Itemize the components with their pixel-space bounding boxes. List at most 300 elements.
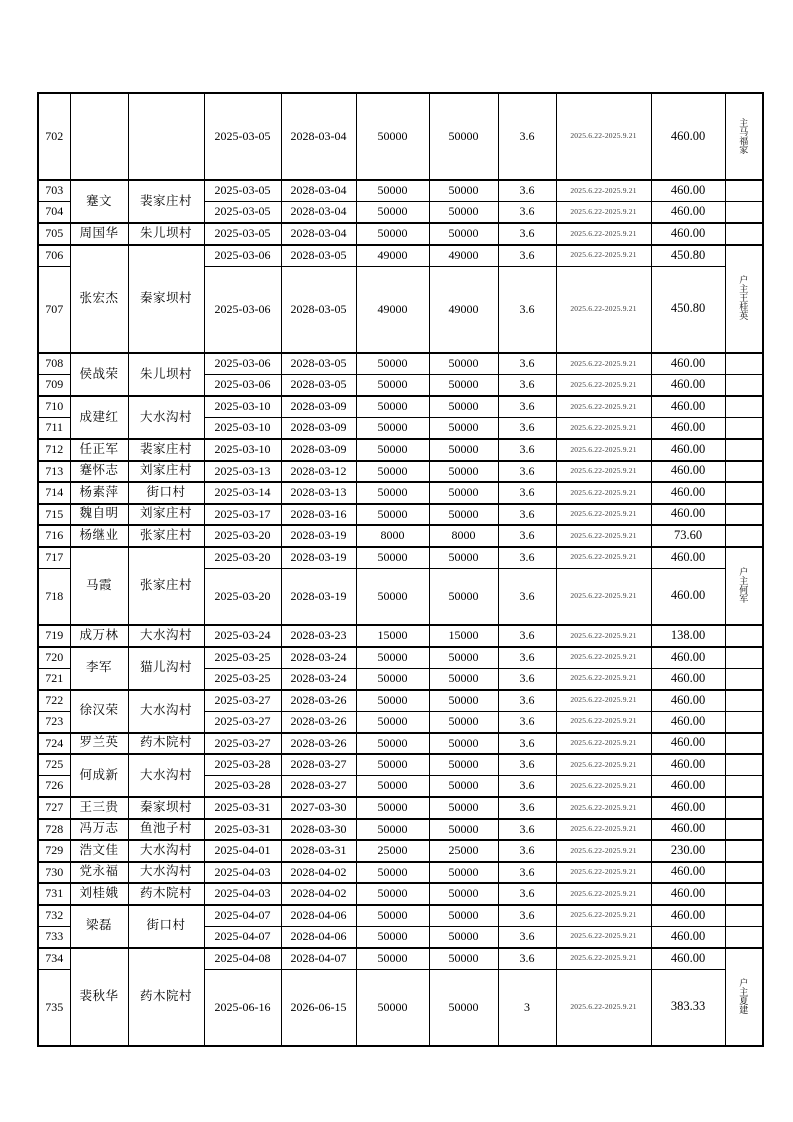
table-row xyxy=(38,819,763,841)
cell-end-date: 2028-03-13 xyxy=(281,482,356,504)
cell-interest-period: 2025.6.22-2025.9.21 xyxy=(556,202,651,224)
cell-interest-amount: 450.80 xyxy=(651,245,725,267)
cell-borrower-name: 成万林 xyxy=(70,625,128,647)
cell-start-date: 2025-03-10 xyxy=(204,418,281,440)
cell-end-date: 2028-03-04 xyxy=(281,202,356,224)
cell-interest-rate: 3.6 xyxy=(498,180,556,202)
cell-interest-period: 2025.6.22-2025.9.21 xyxy=(556,647,651,669)
cell-interest-period: 2025.6.22-2025.9.21 xyxy=(556,375,651,397)
cell-amount-2: 50000 xyxy=(429,754,498,776)
table-row xyxy=(38,93,763,180)
cell-amount-2: 8000 xyxy=(429,525,498,547)
cell-amount: 15000 xyxy=(356,625,429,647)
cell-start-date: 2025-04-08 xyxy=(204,948,281,970)
table-row xyxy=(38,647,763,669)
table-row xyxy=(38,797,763,819)
cell-village-name: 裴家庄村 xyxy=(128,439,204,461)
cell-seq-number: 733 xyxy=(38,926,70,948)
cell-interest-amount: 460.00 xyxy=(651,504,725,526)
cell-start-date: 2025-03-25 xyxy=(204,647,281,669)
cell-start-date: 2025-03-28 xyxy=(204,754,281,776)
table-row xyxy=(38,690,763,712)
cell-interest-rate: 3.6 xyxy=(498,353,556,375)
cell-seq-number: 717 xyxy=(38,547,70,569)
cell-village-name: 街口村 xyxy=(128,905,204,948)
cell-amount-2: 50000 xyxy=(429,668,498,690)
cell-seq-number: 706 xyxy=(38,245,70,267)
cell-village-name: 药木院村 xyxy=(128,733,204,755)
cell-interest-amount: 460.00 xyxy=(651,733,725,755)
cell-start-date: 2025-03-24 xyxy=(204,625,281,647)
cell-borrower-name: 党永福 xyxy=(70,862,128,884)
table-row xyxy=(38,180,763,202)
cell-borrower-name: 魏自明 xyxy=(70,504,128,526)
cell-amount: 50000 xyxy=(356,396,429,418)
cell-remark xyxy=(725,245,763,354)
cell-interest-amount: 460.00 xyxy=(651,482,725,504)
cell-interest-period: 2025.6.22-2025.9.21 xyxy=(556,547,651,569)
remark-vertical-text: 主 马 福 家 xyxy=(739,117,749,155)
cell-interest-amount: 460.00 xyxy=(651,396,725,418)
cell-village-name: 大水沟村 xyxy=(128,625,204,647)
table-row xyxy=(38,754,763,776)
cell-remark xyxy=(725,547,763,626)
remark-vertical-text: 户 主 何 军 xyxy=(739,566,749,604)
cell-start-date: 2025-03-17 xyxy=(204,504,281,526)
cell-interest-period: 2025.6.22-2025.9.21 xyxy=(556,461,651,483)
cell-interest-amount: 460.00 xyxy=(651,461,725,483)
cell-interest-rate: 3.6 xyxy=(498,547,556,569)
cell-amount: 50000 xyxy=(356,711,429,733)
cell-interest-amount: 460.00 xyxy=(651,905,725,927)
cell-start-date: 2025-03-13 xyxy=(204,461,281,483)
cell-interest-rate: 3.6 xyxy=(498,396,556,418)
cell-interest-amount: 460.00 xyxy=(651,418,725,440)
cell-amount: 50000 xyxy=(356,418,429,440)
cell-seq-number: 702 xyxy=(38,93,70,180)
cell-seq-number: 734 xyxy=(38,948,70,970)
cell-amount: 50000 xyxy=(356,948,429,970)
cell-amount: 50000 xyxy=(356,180,429,202)
cell-amount-2: 50000 xyxy=(429,396,498,418)
cell-seq-number: 727 xyxy=(38,797,70,819)
table-row xyxy=(38,525,763,547)
cell-end-date: 2028-04-07 xyxy=(281,948,356,970)
cell-interest-amount: 460.00 xyxy=(651,647,725,669)
cell-interest-period: 2025.6.22-2025.9.21 xyxy=(556,568,651,625)
cell-end-date: 2028-03-26 xyxy=(281,690,356,712)
table-row xyxy=(38,862,763,884)
cell-village-name: 大水沟村 xyxy=(128,840,204,862)
cell-interest-rate: 3.6 xyxy=(498,905,556,927)
cell-start-date: 2025-03-25 xyxy=(204,668,281,690)
cell-interest-amount: 460.00 xyxy=(651,353,725,375)
cell-start-date: 2025-03-10 xyxy=(204,439,281,461)
cell-borrower-name: 张宏杰 xyxy=(70,245,128,354)
cell-amount-2: 50000 xyxy=(429,647,498,669)
cell-interest-rate: 3.6 xyxy=(498,862,556,884)
cell-interest-rate: 3.6 xyxy=(498,482,556,504)
cell-interest-rate: 3.6 xyxy=(498,223,556,245)
cell-start-date: 2025-04-03 xyxy=(204,862,281,884)
cell-end-date: 2028-03-26 xyxy=(281,711,356,733)
cell-interest-period: 2025.6.22-2025.9.21 xyxy=(556,625,651,647)
cell-interest-period: 2025.6.22-2025.9.21 xyxy=(556,93,651,180)
cell-remark xyxy=(725,504,763,526)
cell-remark xyxy=(725,93,763,180)
cell-amount: 50000 xyxy=(356,93,429,180)
cell-interest-rate: 3.6 xyxy=(498,754,556,776)
cell-interest-period: 2025.6.22-2025.9.21 xyxy=(556,862,651,884)
cell-end-date: 2028-03-24 xyxy=(281,647,356,669)
cell-village-name: 大水沟村 xyxy=(128,690,204,733)
cell-seq-number: 720 xyxy=(38,647,70,669)
cell-remark xyxy=(725,396,763,418)
cell-borrower-name: 任正军 xyxy=(70,439,128,461)
cell-amount: 50000 xyxy=(356,819,429,841)
cell-remark xyxy=(725,625,763,647)
cell-interest-rate: 3.6 xyxy=(498,504,556,526)
cell-amount-2: 50000 xyxy=(429,353,498,375)
cell-interest-period: 2025.6.22-2025.9.21 xyxy=(556,819,651,841)
cell-end-date: 2028-04-02 xyxy=(281,883,356,905)
cell-amount-2: 15000 xyxy=(429,625,498,647)
table-row xyxy=(38,733,763,755)
cell-amount: 50000 xyxy=(356,375,429,397)
cell-start-date: 2025-04-07 xyxy=(204,905,281,927)
cell-amount-2: 50000 xyxy=(429,969,498,1046)
cell-village-name: 药木院村 xyxy=(128,948,204,1047)
cell-amount-2: 50000 xyxy=(429,482,498,504)
cell-seq-number: 712 xyxy=(38,439,70,461)
cell-interest-period: 2025.6.22-2025.9.21 xyxy=(556,439,651,461)
cell-start-date: 2025-04-03 xyxy=(204,883,281,905)
cell-interest-rate: 3.6 xyxy=(498,690,556,712)
cell-start-date: 2025-03-31 xyxy=(204,797,281,819)
cell-village-name: 大水沟村 xyxy=(128,754,204,797)
loan-record-table xyxy=(37,92,764,1047)
cell-interest-rate: 3.6 xyxy=(498,266,556,353)
cell-amount: 50000 xyxy=(356,482,429,504)
cell-amount: 49000 xyxy=(356,245,429,267)
cell-seq-number: 713 xyxy=(38,461,70,483)
cell-end-date: 2028-03-05 xyxy=(281,353,356,375)
cell-seq-number: 708 xyxy=(38,353,70,375)
cell-borrower-name: 何成新 xyxy=(70,754,128,797)
cell-interest-amount: 460.00 xyxy=(651,754,725,776)
cell-end-date: 2028-03-04 xyxy=(281,223,356,245)
cell-seq-number: 710 xyxy=(38,396,70,418)
cell-interest-period: 2025.6.22-2025.9.21 xyxy=(556,223,651,245)
cell-amount-2: 49000 xyxy=(429,245,498,267)
cell-interest-amount: 460.00 xyxy=(651,547,725,569)
table-row xyxy=(38,353,763,375)
cell-remark xyxy=(725,668,763,690)
cell-end-date: 2028-03-04 xyxy=(281,180,356,202)
cell-end-date: 2028-03-09 xyxy=(281,396,356,418)
cell-start-date: 2025-03-05 xyxy=(204,202,281,224)
cell-amount-2: 50000 xyxy=(429,776,498,798)
cell-remark xyxy=(725,840,763,862)
cell-start-date: 2025-03-10 xyxy=(204,396,281,418)
cell-interest-rate: 3.6 xyxy=(498,202,556,224)
cell-remark xyxy=(725,439,763,461)
cell-interest-period: 2025.6.22-2025.9.21 xyxy=(556,969,651,1046)
cell-interest-amount: 460.00 xyxy=(651,668,725,690)
cell-amount: 50000 xyxy=(356,969,429,1046)
cell-seq-number: 704 xyxy=(38,202,70,224)
cell-end-date: 2028-03-19 xyxy=(281,547,356,569)
cell-end-date: 2028-04-02 xyxy=(281,862,356,884)
cell-seq-number: 703 xyxy=(38,180,70,202)
cell-borrower-name: 蹇文 xyxy=(70,180,128,223)
cell-start-date: 2025-03-06 xyxy=(204,375,281,397)
cell-end-date: 2028-03-23 xyxy=(281,625,356,647)
cell-amount: 50000 xyxy=(356,797,429,819)
cell-interest-amount: 460.00 xyxy=(651,439,725,461)
cell-amount: 8000 xyxy=(356,525,429,547)
cell-borrower-name: 王三贵 xyxy=(70,797,128,819)
cell-interest-amount: 460.00 xyxy=(651,948,725,970)
cell-interest-period: 2025.6.22-2025.9.21 xyxy=(556,948,651,970)
cell-interest-period: 2025.6.22-2025.9.21 xyxy=(556,883,651,905)
cell-start-date: 2025-03-14 xyxy=(204,482,281,504)
cell-amount-2: 50000 xyxy=(429,461,498,483)
cell-start-date: 2025-03-31 xyxy=(204,819,281,841)
cell-amount: 50000 xyxy=(356,547,429,569)
cell-interest-amount: 460.00 xyxy=(651,776,725,798)
cell-interest-period: 2025.6.22-2025.9.21 xyxy=(556,926,651,948)
cell-borrower-name: 马霞 xyxy=(70,547,128,626)
cell-end-date: 2028-03-27 xyxy=(281,754,356,776)
table-row xyxy=(38,840,763,862)
cell-interest-period: 2025.6.22-2025.9.21 xyxy=(556,504,651,526)
cell-interest-period: 2025.6.22-2025.9.21 xyxy=(556,245,651,267)
table-row xyxy=(38,439,763,461)
cell-end-date: 2028-03-04 xyxy=(281,93,356,180)
cell-interest-rate: 3.6 xyxy=(498,375,556,397)
cell-village-name: 张家庄村 xyxy=(128,525,204,547)
cell-end-date: 2028-03-12 xyxy=(281,461,356,483)
cell-seq-number: 721 xyxy=(38,668,70,690)
cell-seq-number: 709 xyxy=(38,375,70,397)
cell-amount: 25000 xyxy=(356,840,429,862)
cell-interest-period: 2025.6.22-2025.9.21 xyxy=(556,266,651,353)
table-row xyxy=(38,482,763,504)
cell-remark xyxy=(725,819,763,841)
cell-interest-rate: 3.6 xyxy=(498,525,556,547)
cell-borrower-name: 徐汉荣 xyxy=(70,690,128,733)
cell-interest-rate: 3.6 xyxy=(498,711,556,733)
cell-start-date: 2025-03-27 xyxy=(204,733,281,755)
cell-interest-rate: 3.6 xyxy=(498,776,556,798)
cell-amount: 50000 xyxy=(356,353,429,375)
cell-borrower-name: 裴秋华 xyxy=(70,948,128,1047)
cell-interest-amount: 460.00 xyxy=(651,223,725,245)
cell-village-name: 大水沟村 xyxy=(128,862,204,884)
table-row xyxy=(38,948,763,970)
cell-remark xyxy=(725,797,763,819)
cell-interest-period: 2025.6.22-2025.9.21 xyxy=(556,668,651,690)
cell-amount: 50000 xyxy=(356,862,429,884)
cell-borrower-name: 李军 xyxy=(70,647,128,690)
cell-seq-number: 730 xyxy=(38,862,70,884)
cell-interest-amount: 383.33 xyxy=(651,969,725,1046)
cell-amount-2: 50000 xyxy=(429,223,498,245)
cell-borrower-name: 罗兰英 xyxy=(70,733,128,755)
cell-village-name xyxy=(128,93,204,180)
cell-end-date: 2028-03-09 xyxy=(281,418,356,440)
cell-interest-amount: 460.00 xyxy=(651,926,725,948)
cell-interest-rate: 3.6 xyxy=(498,819,556,841)
cell-amount-2: 50000 xyxy=(429,439,498,461)
cell-start-date: 2025-03-06 xyxy=(204,245,281,267)
cell-start-date: 2025-03-05 xyxy=(204,93,281,180)
cell-interest-period: 2025.6.22-2025.9.21 xyxy=(556,690,651,712)
cell-start-date: 2025-04-07 xyxy=(204,926,281,948)
cell-amount-2: 50000 xyxy=(429,948,498,970)
cell-amount-2: 50000 xyxy=(429,202,498,224)
cell-interest-period: 2025.6.22-2025.9.21 xyxy=(556,905,651,927)
cell-village-name: 裴家庄村 xyxy=(128,180,204,223)
cell-amount: 50000 xyxy=(356,504,429,526)
cell-remark xyxy=(725,223,763,245)
cell-end-date: 2028-03-16 xyxy=(281,504,356,526)
cell-amount: 50000 xyxy=(356,776,429,798)
cell-seq-number: 722 xyxy=(38,690,70,712)
cell-village-name: 刘家庄村 xyxy=(128,504,204,526)
cell-start-date: 2025-03-28 xyxy=(204,776,281,798)
cell-remark xyxy=(725,525,763,547)
cell-borrower-name: 成建红 xyxy=(70,396,128,439)
cell-amount-2: 25000 xyxy=(429,840,498,862)
cell-remark xyxy=(725,733,763,755)
cell-amount: 50000 xyxy=(356,202,429,224)
cell-amount: 50000 xyxy=(356,439,429,461)
cell-interest-amount: 460.00 xyxy=(651,711,725,733)
cell-remark xyxy=(725,862,763,884)
cell-interest-period: 2025.6.22-2025.9.21 xyxy=(556,754,651,776)
cell-amount-2: 50000 xyxy=(429,547,498,569)
cell-remark xyxy=(725,180,763,202)
cell-amount: 50000 xyxy=(356,461,429,483)
cell-seq-number: 705 xyxy=(38,223,70,245)
cell-interest-rate: 3.6 xyxy=(498,948,556,970)
cell-amount: 50000 xyxy=(356,926,429,948)
cell-end-date: 2028-03-30 xyxy=(281,819,356,841)
cell-end-date: 2028-03-05 xyxy=(281,266,356,353)
cell-amount: 50000 xyxy=(356,223,429,245)
cell-amount-2: 50000 xyxy=(429,905,498,927)
cell-seq-number: 725 xyxy=(38,754,70,776)
cell-borrower-name: 蹇怀志 xyxy=(70,461,128,483)
cell-start-date: 2025-06-16 xyxy=(204,969,281,1046)
cell-borrower-name: 冯万志 xyxy=(70,819,128,841)
cell-end-date: 2028-04-06 xyxy=(281,905,356,927)
cell-seq-number: 724 xyxy=(38,733,70,755)
cell-amount: 50000 xyxy=(356,905,429,927)
cell-seq-number: 711 xyxy=(38,418,70,440)
cell-interest-amount: 460.00 xyxy=(651,93,725,180)
cell-amount-2: 50000 xyxy=(429,93,498,180)
cell-interest-rate: 3.6 xyxy=(498,418,556,440)
cell-end-date: 2028-03-24 xyxy=(281,668,356,690)
cell-amount-2: 50000 xyxy=(429,375,498,397)
cell-interest-rate: 3.6 xyxy=(498,840,556,862)
cell-borrower-name xyxy=(70,93,128,180)
cell-interest-amount: 138.00 xyxy=(651,625,725,647)
cell-village-name: 街口村 xyxy=(128,482,204,504)
cell-borrower-name: 杨素萍 xyxy=(70,482,128,504)
cell-remark xyxy=(725,948,763,1047)
cell-amount-2: 50000 xyxy=(429,418,498,440)
cell-amount-2: 50000 xyxy=(429,883,498,905)
cell-borrower-name: 杨继业 xyxy=(70,525,128,547)
cell-amount: 49000 xyxy=(356,266,429,353)
cell-borrower-name: 梁磊 xyxy=(70,905,128,948)
cell-end-date: 2028-03-27 xyxy=(281,776,356,798)
cell-remark xyxy=(725,883,763,905)
cell-start-date: 2025-03-27 xyxy=(204,690,281,712)
cell-interest-period: 2025.6.22-2025.9.21 xyxy=(556,396,651,418)
cell-amount-2: 50000 xyxy=(429,926,498,948)
cell-interest-amount: 460.00 xyxy=(651,202,725,224)
table-row xyxy=(38,504,763,526)
cell-seq-number: 719 xyxy=(38,625,70,647)
cell-remark xyxy=(725,754,763,776)
cell-start-date: 2025-03-20 xyxy=(204,547,281,569)
cell-amount-2: 50000 xyxy=(429,733,498,755)
cell-village-name: 朱儿坝村 xyxy=(128,223,204,245)
cell-borrower-name: 侯战荣 xyxy=(70,353,128,396)
table-row xyxy=(38,883,763,905)
cell-amount: 50000 xyxy=(356,733,429,755)
cell-remark xyxy=(725,905,763,927)
remark-vertical-text: 户 主 夏 建 xyxy=(739,977,749,1015)
cell-interest-rate: 3.6 xyxy=(498,439,556,461)
cell-borrower-name: 浩文佳 xyxy=(70,840,128,862)
cell-start-date: 2025-03-05 xyxy=(204,223,281,245)
cell-village-name: 朱儿坝村 xyxy=(128,353,204,396)
cell-seq-number: 728 xyxy=(38,819,70,841)
remark-vertical-text: 户 主 王 桂 英 xyxy=(739,275,749,322)
cell-seq-number: 726 xyxy=(38,776,70,798)
cell-seq-number: 716 xyxy=(38,525,70,547)
table-row xyxy=(38,245,763,267)
cell-interest-amount: 460.00 xyxy=(651,180,725,202)
cell-interest-period: 2025.6.22-2025.9.21 xyxy=(556,733,651,755)
cell-amount: 50000 xyxy=(356,754,429,776)
cell-interest-rate: 3.6 xyxy=(498,926,556,948)
cell-amount-2: 50000 xyxy=(429,504,498,526)
cell-interest-period: 2025.6.22-2025.9.21 xyxy=(556,840,651,862)
cell-remark xyxy=(725,926,763,948)
cell-borrower-name: 刘桂娥 xyxy=(70,883,128,905)
table-row xyxy=(38,625,763,647)
cell-interest-rate: 3.6 xyxy=(498,625,556,647)
cell-seq-number: 707 xyxy=(38,266,70,353)
cell-start-date: 2025-03-20 xyxy=(204,568,281,625)
cell-end-date: 2028-03-26 xyxy=(281,733,356,755)
cell-remark xyxy=(725,776,763,798)
cell-interest-period: 2025.6.22-2025.9.21 xyxy=(556,180,651,202)
cell-amount: 50000 xyxy=(356,883,429,905)
cell-borrower-name: 周国华 xyxy=(70,223,128,245)
cell-interest-rate: 3 xyxy=(498,969,556,1046)
cell-start-date: 2025-03-27 xyxy=(204,711,281,733)
cell-start-date: 2025-04-01 xyxy=(204,840,281,862)
cell-interest-period: 2025.6.22-2025.9.21 xyxy=(556,482,651,504)
